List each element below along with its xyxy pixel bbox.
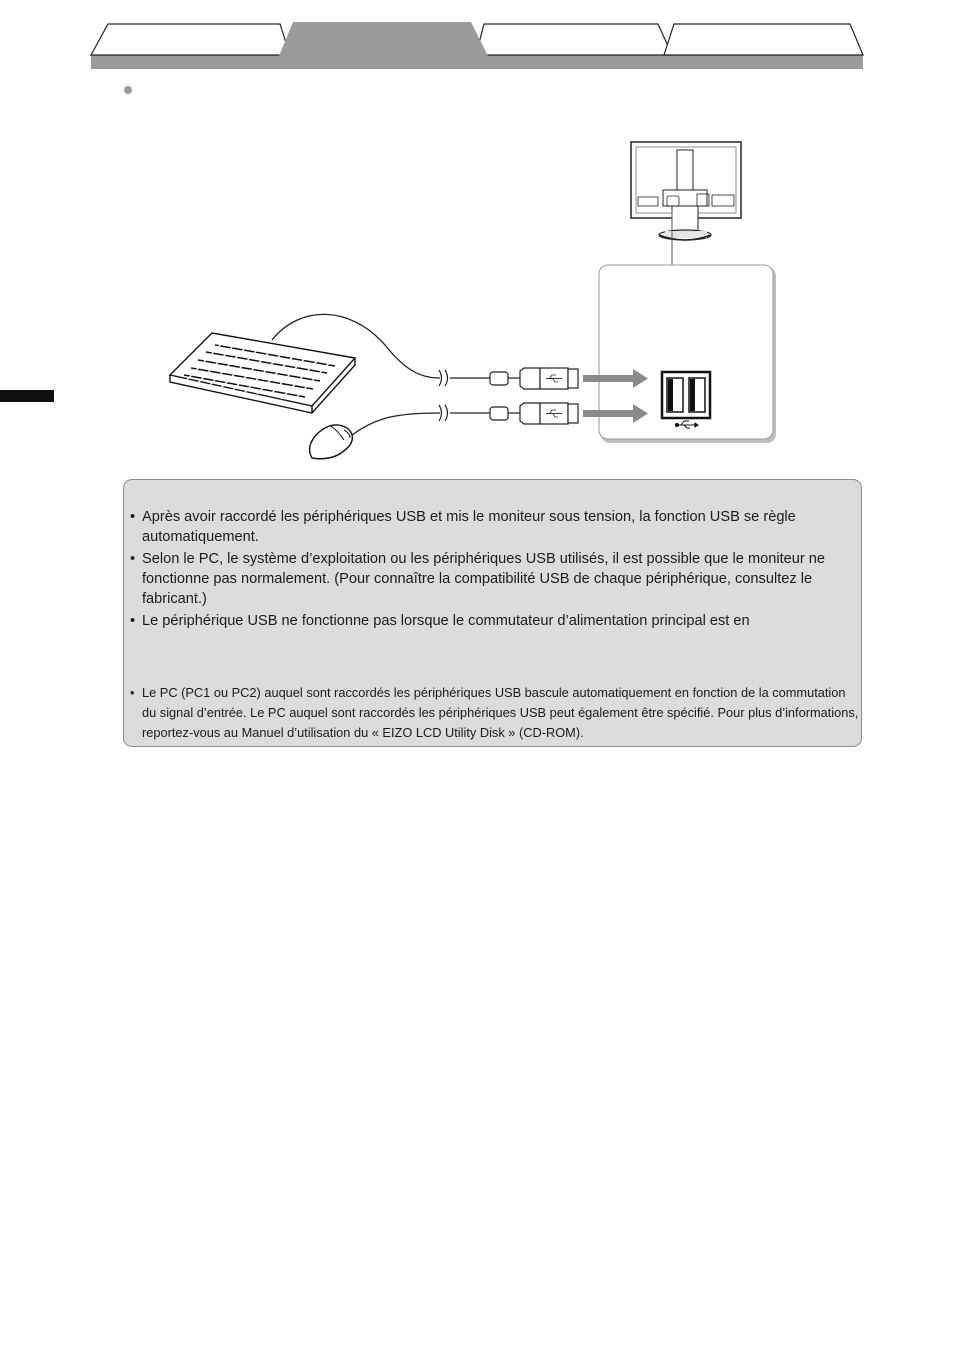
bullet: • bbox=[130, 551, 136, 567]
note-text: Le périphérique USB ne fonctionne pas lorsque le commutateur d’alimentation principal est en bbox=[142, 613, 750, 629]
usb-plug-icon bbox=[490, 368, 578, 389]
note-item bbox=[130, 507, 842, 547]
bullet: • bbox=[130, 509, 136, 525]
monitor-icon bbox=[631, 142, 741, 240]
mouse-icon bbox=[310, 425, 353, 459]
note-item bbox=[130, 611, 842, 631]
keyboard-icon bbox=[170, 333, 355, 413]
usb-port-icon bbox=[662, 372, 710, 418]
bullet: • bbox=[130, 685, 135, 700]
bullet: • bbox=[130, 613, 136, 629]
usb-connection-diagram bbox=[0, 0, 954, 470]
usb-plug-icon bbox=[490, 403, 578, 424]
note-item bbox=[130, 549, 842, 609]
note-text: Le PC (PC1 ou PC2) auquel sont raccordés les périphériques USB bascule automatiquement en fonction de la commutation du signal d’entrée. Le PC auquel sont raccordés les périphériques USB peut également être spécifié. Pour plus d’informations, reportez-vous au Manuel d’utilisation du « EIZO LCD Utility Disk » (CD-ROM). bbox=[142, 685, 859, 740]
notes-box bbox=[123, 479, 862, 747]
note-text: Après avoir raccordé les périphériques USB et mis le moniteur sous tension, la fonction USB se règle automatiquement. bbox=[142, 509, 796, 545]
note-text: Selon le PC, le système d’exploitation ou les périphériques USB utilisés, il est possible que le moniteur ne fonctionne pas normalement. (Pour connaître la compatibilité USB de chaque périphérique, consultez le fabricant.) bbox=[142, 551, 826, 607]
note-item bbox=[130, 683, 860, 743]
